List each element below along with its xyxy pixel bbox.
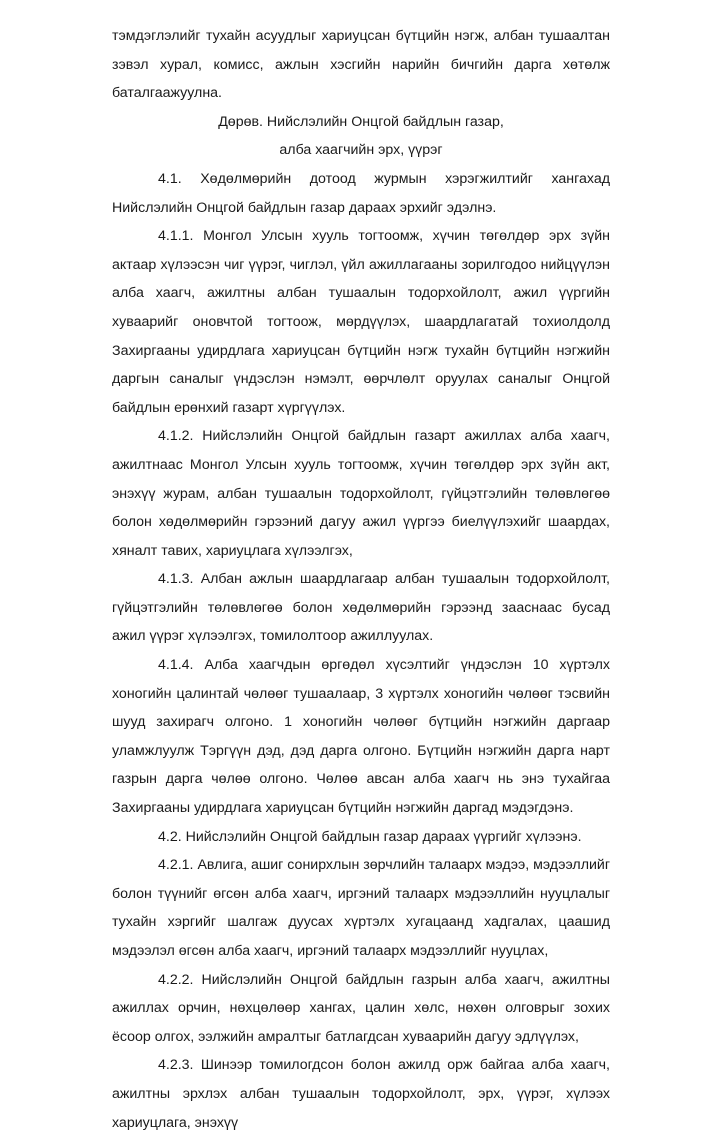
paragraph-4-1-3: 4.1.3. Албан ажлын шаардлагаар албан тушаалын тодорхойлолт, гүйцэтгэлийн төлөвлөгөө болон хөдөлмөрийн гэрээнд зааснаас бусад ажил үүрэг хүлээлгэх, томилолтоор ажиллуулах. [112,571,610,645]
paragraph-4-2-1: 4.2.1. Авлига, ашиг сонирхлын зөрчлийн талаарх мэдээ, мэдээллийг болон түүнийг өгсөн алба хаагч, иргэний талаарх мэдээллийн нууцлалыг тухайн хэргийг шалгаж дуусах хүртэлх хугацаанд хадгалах, цаашид мэдээлэл өгсөн алба хаагч, иргэний талаарх мэдээллийг нууцлах, [112,857,610,959]
section-title-line-1: Дөрөв. Нийслэлийн Онцгой байдлын газар, [218,113,504,130]
paragraph-4-2: 4.2. Нийслэлийн Онцгой байдлын газар дараах үүргийг хүлээнэ. [158,828,582,845]
paragraph-4-2-2: 4.2.2. Нийслэлийн Онцгой байдлын газрын алба хаагч, ажилтны ажиллах орчин, нөхцөлөөр хангах, цалин хөлс, нөхөн олговрыг зохих ёсоор олгох, ээлжийн амралтыг батлагдсан хуваарийн дагуу эдлүүлэх, [112,971,610,1045]
paragraph-4-1-4: 4.1.4. Алба хаагчдын өргөдөл хүсэлтийг үндэслэн 10 хүртэлх хоногийн цалинтай чөлөөг тушаалаар, 3 хүртэлх хоногийн чөлөөг тэсвийн шууд захирагч олгоно. 1 хоногийн чөлөөг бүтцийн нэгжийн даргаар уламжлуулж Тэргүүн дэд, дэд дарга олгоно. Бүтцийн нэгжийн дарга нарт газрын дарга чөлөө олгоно. Чөлөө авсан алба хаагч нь энэ тухайгаа Захиргааны удирдлага хариуцсан бүтцийн нэгжийн даргад мэдэгдэнэ. [112,657,610,817]
section-title-line-2: алба хаагчийн эрх, үүрэг [279,142,443,159]
paragraph-4-1: 4.1. Хөдөлмөрийн дотоод журмын хэрэгжилтийг хангахад Нийслэлийн Онцгой байдлын газар дараах эрхийг эдэлнэ. [112,170,610,216]
paragraph-4-1-2: 4.1.2. Нийслэлийн Онцгой байдлын газарт ажиллах алба хаагч, ажилтнаас Монгол Улсын хууль тогтоомж, хүчин төгөлдөр эрх зүйн акт, энэхүү журам, албан тушаалын тодорхойлолт, гүйцэтгэлийн төлөвлөгөө болон хөдөлмөрийн гэрээний дагуу ажил үүргээ биелүүлэхийг шаардах, хяналт тавих, хариуцлага хүлээлгэх, [112,428,610,559]
paragraph-4-1-1: 4.1.1. Монгол Улсын хууль тогтоомж, хүчин төгөлдөр эрх зүйн актаар хүлээсэн чиг үүрэг, чиглэл, үйл ажиллагааны зорилгодоо нийцүүлэн алба хаагч, ажилтны албан тушаалын тодорхойлолт, ажил үүргийн хуваарийг оновчтой тогтоож, мөрдүүлэх, шаардлагатай тохиолдолд Захиргааны удирдлага хариуцсан бүтцийн нэгж тухайн бүтцийн нэгжийн даргын саналыг үндэслэн нэмэлт, өөрчлөлт оруулах саналыг Онцгой байдлын ерөнхий газарт хүргүүлэх. [112,228,610,416]
paragraph-continuation: тэмдэглэлийг тухайн асуудлыг хариуцсан бүтцийн нэгж, албан тушаалтан зэвэл хурал, комисс, ажлын хэсгийн нарийн бичгийн дарга хөтөлж баталгаажуулна. [112,28,610,102]
paragraph-4-2-3: 4.2.3. Шинээр томилогдсон болон ажилд орж байгаа алба хаагч, ажилтны эрхлэх албан тушаалын тодорхойлолт, эрх, үүрэг, хүлээх хариуцлага, энэхүү [112,1057,610,1131]
